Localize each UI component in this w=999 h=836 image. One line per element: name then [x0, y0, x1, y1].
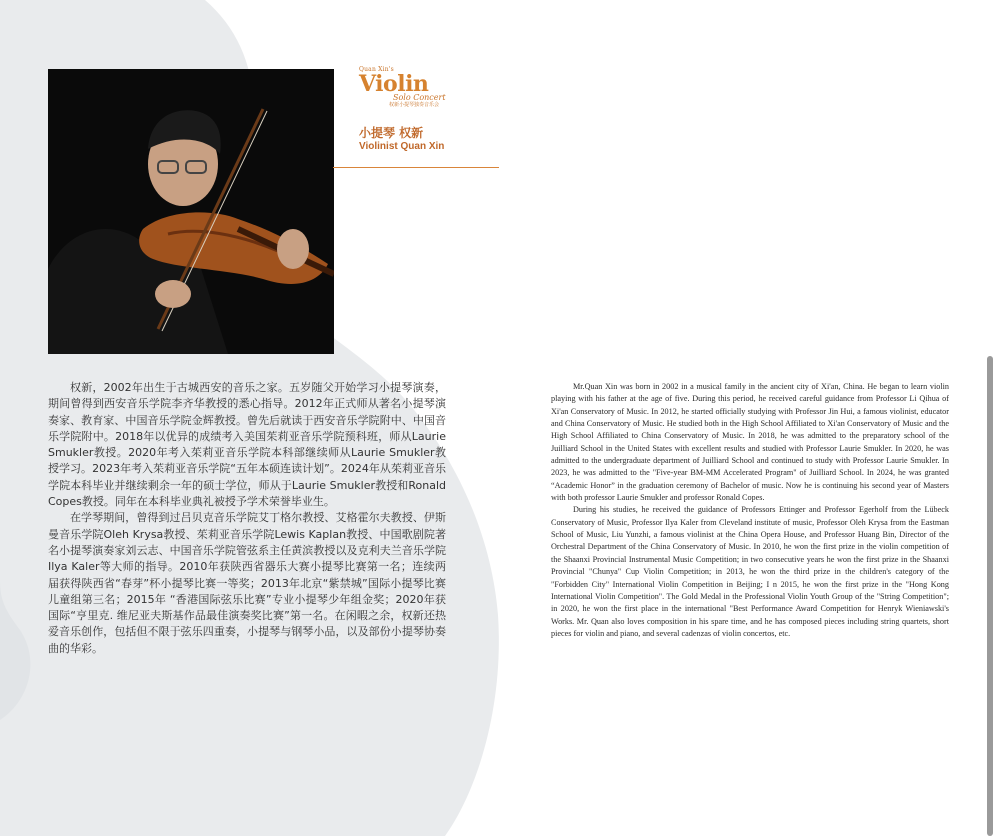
header-divider — [333, 167, 499, 168]
violinist-illustration — [48, 69, 334, 354]
logo-title: Violin — [359, 71, 429, 97]
performer-name-en — [359, 141, 444, 152]
concert-logo — [357, 66, 452, 106]
performer-name-cn: 小提琴 权新 — [359, 126, 424, 140]
scrollbar[interactable] — [987, 356, 993, 836]
violinist-photo — [48, 69, 334, 354]
logo-subtitle: Solo Concert — [393, 93, 446, 102]
logo-cn-caption: 权新小提琴独奏音乐会 — [389, 102, 440, 108]
bio-cn-paragraph: 权新，2002年出生于古城西安的音乐之家。五岁随父开始学习小提琴演奏，期间曾得到西安音乐学院李齐华教授的悉心指导。2012年正式师从著名小提琴演奏家、教育家、中国音乐学院金辉教授。曾先后就读于西安音乐学院附中、中国音乐学院附中。2018年以优异的成绩考入美国茱莉亚音乐学院预科班，师从Laurie Smukler教授。2020年考入茱莉亚音乐学院本科部继续师从Laurie Smukler教授学习。2023年考入茱莉亚音乐学院“五年本硕连读计划”。2024年从茱莉亚音乐学院本科毕业并继续剩余一年的硕士学位，师从于Laurie Smukler教授和Ronald Copes教授。同年在本科毕业典礼被授予学术荣誉毕业生。 — [48, 381, 446, 509]
bio-en — [551, 381, 949, 640]
bio-cn-paragraph: 在学琴期间，曾得到过吕贝克音乐学院艾丁格尔教授、艾格霍尔夫教授、伊斯曼音乐学院Oleh Krysa教授、茱莉亚音乐学院Lewis Kaplan教授、中国歌剧院著名小提琴演奏家刘云志、中国音乐学院管弦系主任黄滨教授以及克利夫兰音乐学院Ilya Kaler等大师的指导。2010年获陕西省器乐大赛小提琴比赛第一名；连续两届获得陕西省“春芽”杯小提琴比赛一等奖；2013年北京“紫禁城”国际小提琴比赛儿童组第三名；2015年 “香港国际弦乐比赛”专业小提琴少年组金奖；2020年获国际“亨里克. 维尼亚夫斯基作品最佳演奏奖比赛”第一名。在闲暇之余，权新还热爱音乐创作，包括但不限于弦乐四重奏，小提琴与钢琴小品，以及部份小提琴协奏曲的华彩。 — [48, 511, 446, 655]
performer-role: Violinist — [359, 141, 398, 152]
bio-en-paragraph: During his studies, he received the guidance of Professors Ettinger and Professor Egerholf from the Lübeck Conservatory of Music, Professor Ilya Kaler from Cleveland institute of music, Professor Oleh Krysa from the Eastman School of Music, Liu Yunzhi, a famous violinist at the China Opera House, and Professor Huang Bin, Director of the Orchestral Department of the China Conservatory of Music. In 2010, he won the first prize in the violin competition of the Shaanxi Provincial Instrumental Music Competition; in two consecutive years he won the first prize in the Shaanxi Provincial "Chunya" Cup Violin Competition; in 2013, he won the third prize in the children's category of the "Forbidden City" International Violin Competition in Beijing; I n 2015, he won the first prize in the "Hong Kong International Violin Competition". The Gold Medal in the Professional Violin Youth Group of the "String Competition"; in 2020, he won the first place in the international "Best Performance Award Competition for Henryk Wieniawski's Works. Mr. Quan also loves composition in his spare time, and he has composed pieces including string quartets, short pieces for violin and piano, and several cadenzas of violin concertos, etc. — [551, 505, 949, 638]
bio-cn — [48, 380, 446, 657]
performer-name: Quan Xin — [400, 141, 445, 152]
bio-en-paragraph: Mr.Quan Xin was born in 2002 in a musical family in the ancient city of Xi'an, China. He began to learn violin playing with his father at the age of five. During this period, he received careful guidance from Professor Li Qihua of Xi'an Conservatory of Music. In 2012, he started officially studying with Professor Jin Hui, a famous violinist, educator and China Conservatory of Music. He studied both in the High School Affiliated to Xi'an Conservatory of Music and the High School Affiliated to China Conservatory of Music. In 2018, he was admitted to the preparatory school of the Juilliard School in the United States with excellent results and studied with Professor Laurie Smukler. In 2020, he was admitted to the undergraduate department of Juilliard School and continued to study with Professor Laurie Smukler. In 2023, he was admitted to the "Five-year BM-MM Accelerated Program" of Juilliard School. In 2024, he was granted “Academic Honor” in the graduation ceremony of Bachelor of music. Now he is continuing his second year of Masters with both professor Laurie Smukler and professor Ronald Copes. — [551, 382, 949, 503]
logo-small-text: Quan Xin's — [359, 66, 394, 73]
